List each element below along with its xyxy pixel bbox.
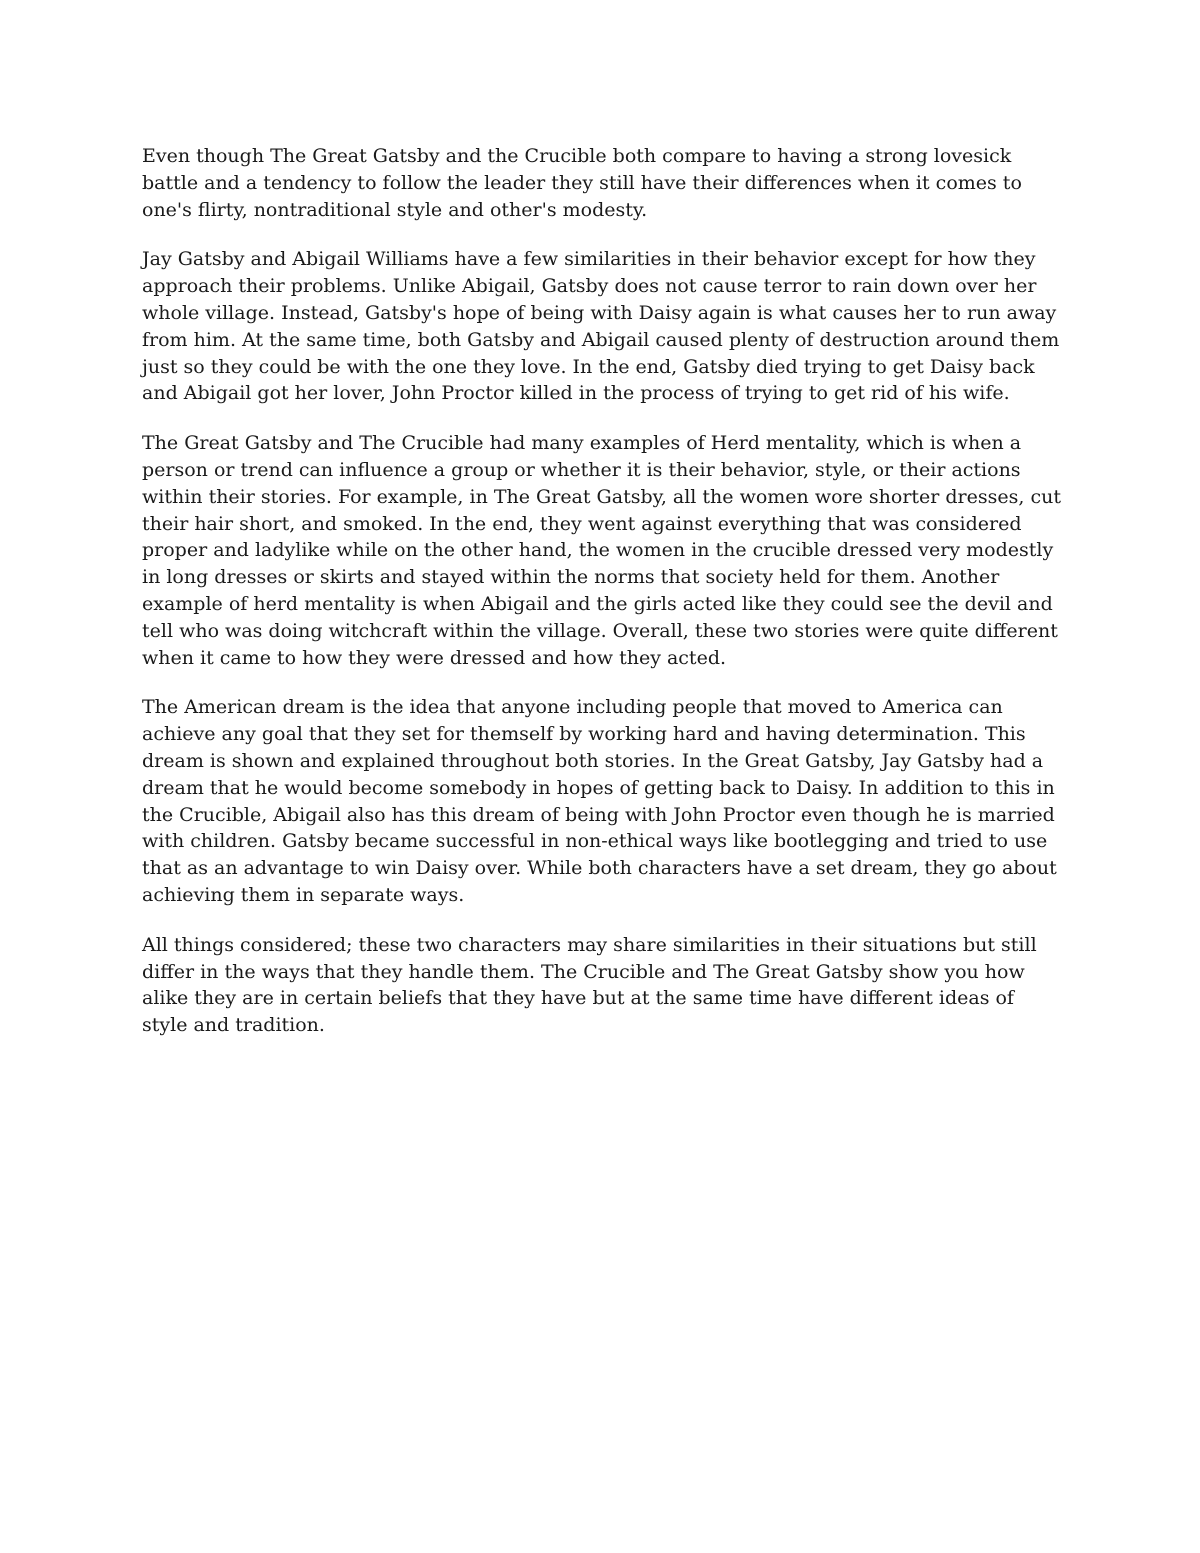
paragraph-herd-mentality: The Great Gatsby and The Crucible had many examples of Herd mentality, which is when a person or trend can influence a group or whether it is their behavior, style, or their actions within their stories. For example, in The Great Gatsby, all the women wore shorter dresses, cut their hair short, and smoked. In the end, they went against everything that was considered proper and ladylike while on the other hand, the women in the crucible dressed very modestly in long dresses or skirts and stayed within the norms that society held for them. Another example of herd mentality is when Abigail and the girls acted like they could see the devil and tell who was doing witchcraft within the village. Overall, these two stories were quite different when it came to how they were dressed and how they acted. — [142, 432, 1061, 669]
paragraph-conclusion: All things considered; these two characters may share similarities in their situations but still differ in the ways that they handle them. The Crucible and The Great Gatsby show you how alike they are in certain beliefs that they have but at the same time have different ideas of style and tradition. — [142, 933, 1037, 1037]
paragraph-similarities: Jay Gatsby and Abigail Williams have a few similarities in their behavior except for how they approach their problems. Unlike Abigail, Gatsby does not cause terror to rain down over her whole village. Instead, Gatsby's hope of being with Daisy again is what causes her to run away from him. At the same time, both Gatsby and Abigail caused plenty of destruction around them just so they could be with the one they love. In the end, Gatsby died trying to get Daisy back and Abigail got her lover, John Proctor killed in the process of trying to get rid of his wife. — [142, 248, 1060, 405]
paragraph-american-dream: The American dream is the idea that anyone including people that moved to America can achieve any goal that they set for themself by working hard and having determination. This dream is shown and explained throughout both stories. In the Great Gatsby, Jay Gatsby had a dream that he would become somebody in hopes of getting back to Daisy. In addition to this in the Crucible, Abigail also has this dream of being with John Proctor even though he is married with children. Gatsby became successful in non-ethical ways like bootlegging and tried to use that as an advantage to win Daisy over. While both characters have a set dream, they go about achieving them in separate ways. — [142, 696, 1057, 906]
document-body — [142, 143, 1064, 1062]
paragraph-intro: Even though The Great Gatsby and the Crucible both compare to having a strong lovesick battle and a tendency to follow the leader they still have their differences when it comes to one's flirty, nontraditional style and other's modesty. — [142, 145, 1022, 221]
